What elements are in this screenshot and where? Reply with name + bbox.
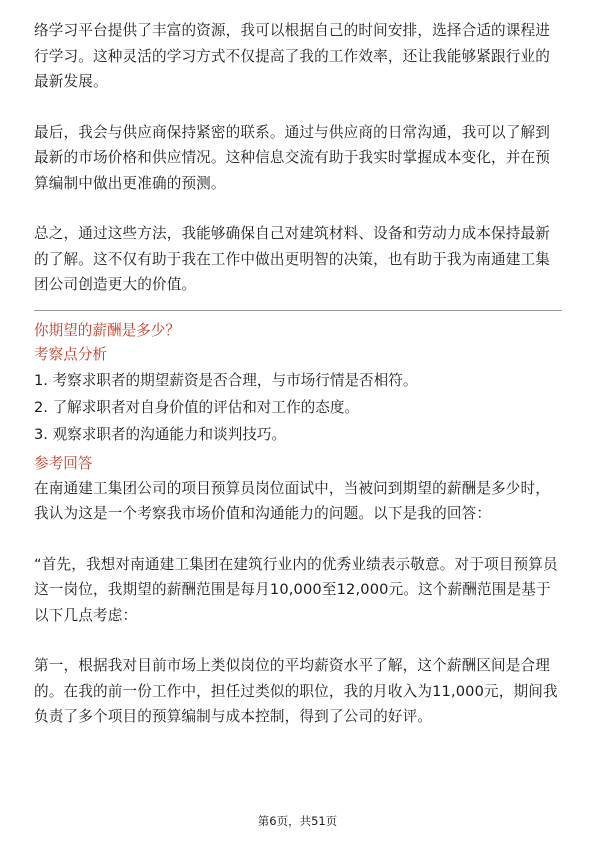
body-paragraph-2: 最后，我会与供应商保持紧密的联系。通过与供应商的日常沟通，我可以了解到最新的市场价格和供应情况。这种信息交流有助于我实时掌握成本变化，并在预算编制中做出更准确的预测。: [34, 123, 551, 192]
page-content: [34, 18, 562, 730]
analysis-item-2: 2. 了解求职者对自身价值的评估和对工作的态度。: [34, 398, 360, 416]
page-footer: 第6页，共51页: [257, 814, 338, 828]
answer-paragraph-2: “首先，我想对南通建工集团在建筑行业内的优秀业绩表示敬意。对于项目预算员这一岗位，我期望的薪酬范围是每月10,000至12,000元。这个薪酬范围是基于以下几点考虑：: [34, 555, 558, 624]
analysis-item-3: 3. 观察求职者的沟通能力和谈判技巧。: [34, 425, 287, 443]
body-paragraph-3: 总之，通过这些方法，我能够确保自己对建筑材料、设备和劳动力成本保持最新的了解。这不仅有助于我在工作中做出更明智的决策，也有助于我为南通建工集团公司创造更大的价值。: [34, 225, 551, 293]
answer-paragraph-3: 第一，根据我对目前市场上类似岗位的平均薪资水平了解，这个薪酬区间是合理的。在我的前一份工作中，担任过类似的职位，我的月收入为11,000元，期间我负责了多个项目的预算编制与成本控制，得到了公司的好评。: [34, 657, 558, 725]
body-paragraph-1: 络学习平台提供了丰富的资源，我可以根据自己的时间安排，选择合适的课程进行学习。这种灵活的学习方式不仅提高了我的工作效率，还让我能够紧跟行业的最新发展。: [34, 22, 551, 90]
analysis-item-1: 1. 考察求职者的期望薪资是否合理，与市场行情是否相符。: [34, 371, 418, 389]
question-heading: 你期望的薪酬是多少？: [34, 321, 180, 339]
answer-title: 参考回答: [34, 454, 93, 472]
analysis-title: 考察点分析: [34, 345, 107, 363]
section-divider: [34, 310, 562, 311]
answer-paragraph-1: 在南通建工集团公司的项目预算员岗位面试中，当被问到期望的薪酬是多少时，我认为这是一个考察我市场价值和沟通能力的问题。以下是我的回答：: [34, 479, 551, 522]
